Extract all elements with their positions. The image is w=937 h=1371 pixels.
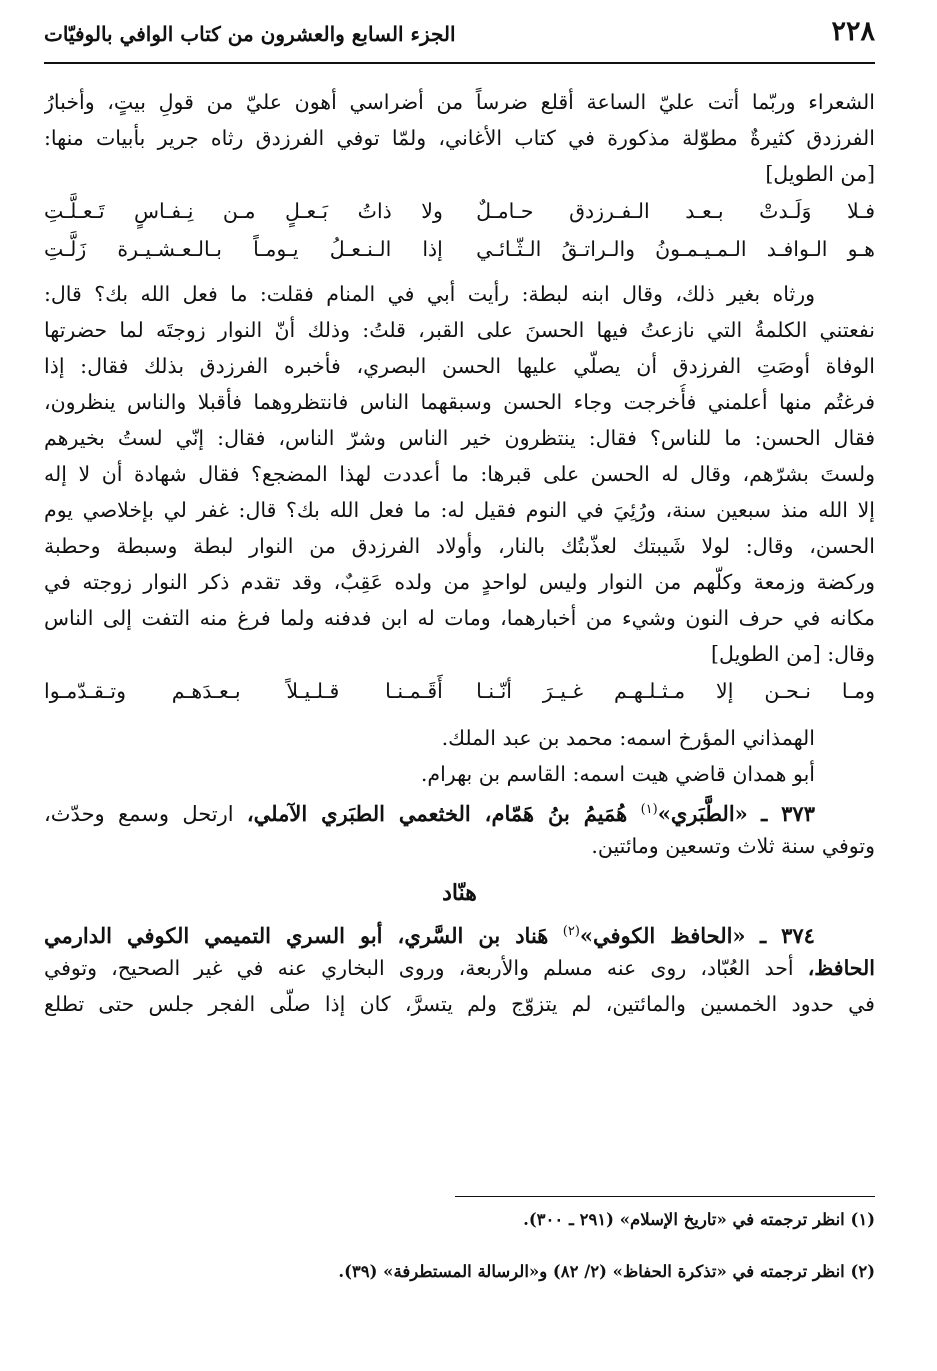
text-line: الحسن، وقال: لولا شَيبتك لعذّبتُك بالنار، وأولاد الفرزدق من النوار لبطة وسبطة وحطبة xyxy=(44,534,875,558)
running-title: الجزء السابع والعشرون من كتاب الوافي بالوفيّات xyxy=(44,22,456,46)
verse-line xyxy=(44,230,875,268)
footnote-marker: (١) xyxy=(640,802,658,817)
text-line: فرغتُم منها أعلمني فأُخرجت وجاء الحسن وسبقهما الناس فانتظروهما فأقبلا والناس ينظرون، xyxy=(44,390,875,414)
text-line: نفعتني الكلمةُ التي نازعتُ فيها الحسنَ على القبر، قلتُ: وذلك أنّ النوار زوجتَه لما حضرتها xyxy=(44,318,875,342)
verse-first-hemistich: هـو الـوافـد الـمـيـمـونُ والـراتـقُ الـثّـائـي xyxy=(476,237,875,261)
entry-name: هُمَيمُ بنُ هَمّام، الخثعمي الطبَري الآملي، xyxy=(246,801,628,826)
text-line: فقال الحسن: ما للناس؟ فقال: ينتظرون خير الناس وشرّ الناس، فقال: إنّي لستُ بخيرهم xyxy=(44,426,875,450)
footnote-rule xyxy=(455,1196,875,1197)
footnote: (١) انظر ترجمته في «تاريخ الإسلام» (٢٩١ ـ ٣٠٠). xyxy=(523,1210,875,1229)
verse-second-hemistich: إذا الـنـعـلُ يـومـاً بـالـعـشـيـرة زَلَّـتِ xyxy=(44,237,443,261)
text-line: وقال: [من الطويل] xyxy=(711,642,875,666)
text-line xyxy=(44,950,875,986)
entry-text: أحد العُبّاد، روى عنه مسلم والأربعة، وروى البخاري عنه في غير الصحيح، وتوفي xyxy=(44,956,794,980)
text-line: وتوفي سنة ثلاث وتسعين ومائتين. xyxy=(591,834,875,858)
section-heading: هنّاد xyxy=(442,880,477,906)
entry-epithet: الحافظ، xyxy=(807,956,875,980)
verse-line xyxy=(44,192,875,230)
page-number: ٢٢٨ xyxy=(831,16,875,47)
entry-number: ٣٧٤ ـ xyxy=(759,923,815,948)
text-line: ورثاه بغير ذلك، وقال ابنه لبطة: رأيت أبي في المنام فقلت: ما فعل الله بك؟ قال: xyxy=(44,282,815,306)
footnote: (٢) انظر ترجمته في «تذكرة الحفاظ» (٢/ ٨٢) و«الرسالة المستطرفة» (٣٩). xyxy=(338,1262,875,1281)
header-rule xyxy=(44,62,875,64)
text-line: الفرزدق كثيرةٌ مطوّلة مذكورة في كتاب الأغاني، ولمّا توفي الفرزدق رثاه جرير بأبيات منها: xyxy=(44,126,875,150)
cross-reference: أبو همدان قاضي هيت اسمه: القاسم بن بهرام. xyxy=(420,762,815,786)
text-line: الوفاة أوصَتِ الفرزدق أن يصلّي عليها الحسن البصري، فأخبره الفرزدق بذلك فقال: إذا xyxy=(44,354,875,378)
entry-373-heading xyxy=(44,792,875,828)
entry-nisba: «الطَّبَري» xyxy=(657,801,748,826)
verse-second-hemistich: ولا ذاتُ بَـعـلٍ مـن نِـفـاسٍ تَـعـلَّـتِ xyxy=(44,199,443,223)
entry-374-heading xyxy=(44,914,875,950)
text-line: مكانه في حرف النون وشيء من أخبارهما، ومات له ابن فدفنه ولما فرغ منه التفت إلى الناس xyxy=(44,606,875,630)
footnotes xyxy=(44,1206,875,1310)
verse-first-hemistich: فـلا وَلَـدتْ بـعـد الـفـرزدق حـامـلٌ xyxy=(476,199,875,223)
text-line: وركضة وزمعة وكلّهم من النوار وليس لواحدٍ من ولده عَقِبٌ، وقد تقدم ذكر النوار زوجته في xyxy=(44,570,875,594)
entry-name: هَناد بن السَّري، أبو السري التميمي الكوفي الدارمي xyxy=(44,923,549,948)
footnote-marker: (٢) xyxy=(562,924,580,939)
running-header xyxy=(44,12,875,64)
entry-number: ٣٧٣ ـ xyxy=(761,801,815,826)
verse-second-hemistich: أَقَـمـنـا قـلـيـلاً بـعـدَهـم وتـقـدّمـوا xyxy=(44,679,443,703)
main-text xyxy=(44,84,875,1022)
entry-text: ارتحل وسمع وحدّث، xyxy=(44,802,234,826)
entry-nisba: «الحافظ الكوفي» xyxy=(579,923,746,948)
text-line: في حدود الخمسين والمائتين، لم يتزوّج ولم يتسرَّ، كان إذا صلّى الفجر جلس حتى تطلع xyxy=(44,992,875,1016)
verse-line xyxy=(44,672,875,710)
cross-reference: الهمذاني المؤرخ اسمه: محمد بن عبد الملك. xyxy=(441,726,815,750)
text-line: ولستَ بشرّهم، وقال له الحسن على قبرها: ما أعددت لهذا المضجع؟ فقال شهادة أن لا إله xyxy=(44,462,875,486)
text-line: إلا الله منذ سبعين سنة، ورُئِيَ في النوم فقيل له: ما فعل الله بك؟ قال: غفر لي بإخلاصي يوم xyxy=(44,498,875,522)
text-line: الشعراء وربّما أتت عليّ الساعة أقلع ضرساً من أضراسي أهون عليّ من قولِ بيتٍ، وأخبارُ xyxy=(44,90,875,114)
meter-label: [من الطويل] xyxy=(765,162,875,186)
verse-first-hemistich: ومـا نـحـن إلا مـثـلـهـم غـيـرَ أنّـنـا xyxy=(476,679,875,703)
